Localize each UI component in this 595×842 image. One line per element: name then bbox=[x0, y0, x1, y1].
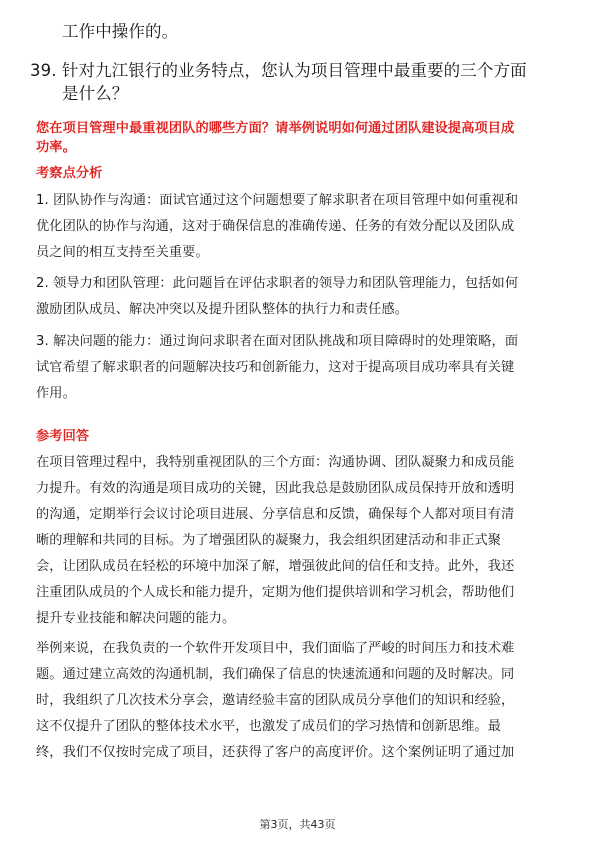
answer-line: 会，让团队成员在轻松的环境中加深了解，增强彼此间的信任和支持。此外，我还 bbox=[36, 559, 515, 574]
answer-line: 举例来说，在我负责的一个软件开发项目中，我们面临了严峻的时间压力和技术难 bbox=[36, 641, 515, 656]
answer-line: 提升专业技能和解决问题的能力。 bbox=[36, 611, 236, 626]
answer-line: 时，我组织了几次技术分享会，邀请经验丰富的团队成员分享他们的知识和经验， bbox=[36, 693, 515, 708]
analysis-heading: 考察点分析 bbox=[36, 166, 103, 181]
answer-line: 的沟通，定期举行会议讨论项目进展、分享信息和反馈，确保每个人都对项目有清 bbox=[36, 507, 515, 522]
analysis-line: 3. 解决问题的能力：通过询问求职者在面对团队挑战和项目障碍时的处理策略，面 bbox=[36, 334, 519, 349]
analysis-line: 2. 领导力和团队管理：此问题旨在评估求职者的领导力和团队管理能力，包括如何 bbox=[36, 276, 519, 291]
question-title-line-1: 39. 针对九江银行的业务特点，您认为项目管理中最重要的三个方面 bbox=[30, 61, 527, 80]
answer-line: 注重团队成员的个人成长和能力提升，定期为他们提供培训和学习机会，帮助他们 bbox=[36, 585, 515, 600]
answer-line: 晰的理解和共同的目标。为了增强团队的凝聚力，我会组织团建活动和非正式聚 bbox=[36, 533, 502, 548]
analysis-line: 试官希望了解求职者的问题解决技巧和创新能力，这对于提高项目成功率具有关键 bbox=[36, 360, 515, 375]
answer-heading: 参考回答 bbox=[36, 429, 90, 444]
prompt-line-2: 功率。 bbox=[36, 140, 76, 155]
analysis-line: 员之间的相互支持至关重要。 bbox=[36, 245, 209, 260]
prompt-line-1: 您在项目管理中最重视团队的哪些方面？请举例说明如何通过团队建设提高项目成 bbox=[36, 121, 515, 136]
answer-line: 终，我们不仅按时完成了项目，还获得了客户的高度评价。这个案例证明了通过加 bbox=[36, 745, 515, 760]
analysis-line: 优化团队的协作与沟通，这对于确保信息的准确传递、任务的有效分配以及团队成 bbox=[36, 219, 515, 234]
answer-line: 在项目管理过程中，我特别重视团队的三个方面：沟通协调、团队凝聚力和成员能 bbox=[36, 455, 515, 470]
analysis-line: 作用。 bbox=[36, 386, 76, 401]
answer-line: 这不仅提升了团队的整体技术水平，也激发了成员们的学习热情和创新思维。最 bbox=[36, 719, 502, 734]
analysis-line: 1. 团队协作与沟通：面试官通过这个问题想要了解求职者在项目管理中如何重视和 bbox=[36, 193, 519, 208]
answer-line: 题。通过建立高效的沟通机制，我们确保了信息的快速流通和问题的及时解决。同 bbox=[36, 667, 515, 682]
answer-line: 力提升。有效的沟通是项目成功的关键，因此我总是鼓励团队成员保持开放和透明 bbox=[36, 481, 515, 496]
page-footer: 第3页，共43页 bbox=[259, 818, 336, 831]
question-title-line-2: 是什么？ bbox=[62, 84, 129, 103]
analysis-line: 激励团队成员、解决冲突以及提升团队整体的执行力和责任感。 bbox=[36, 302, 409, 317]
previous-answer-tail: 工作中操作的。 bbox=[62, 22, 179, 41]
